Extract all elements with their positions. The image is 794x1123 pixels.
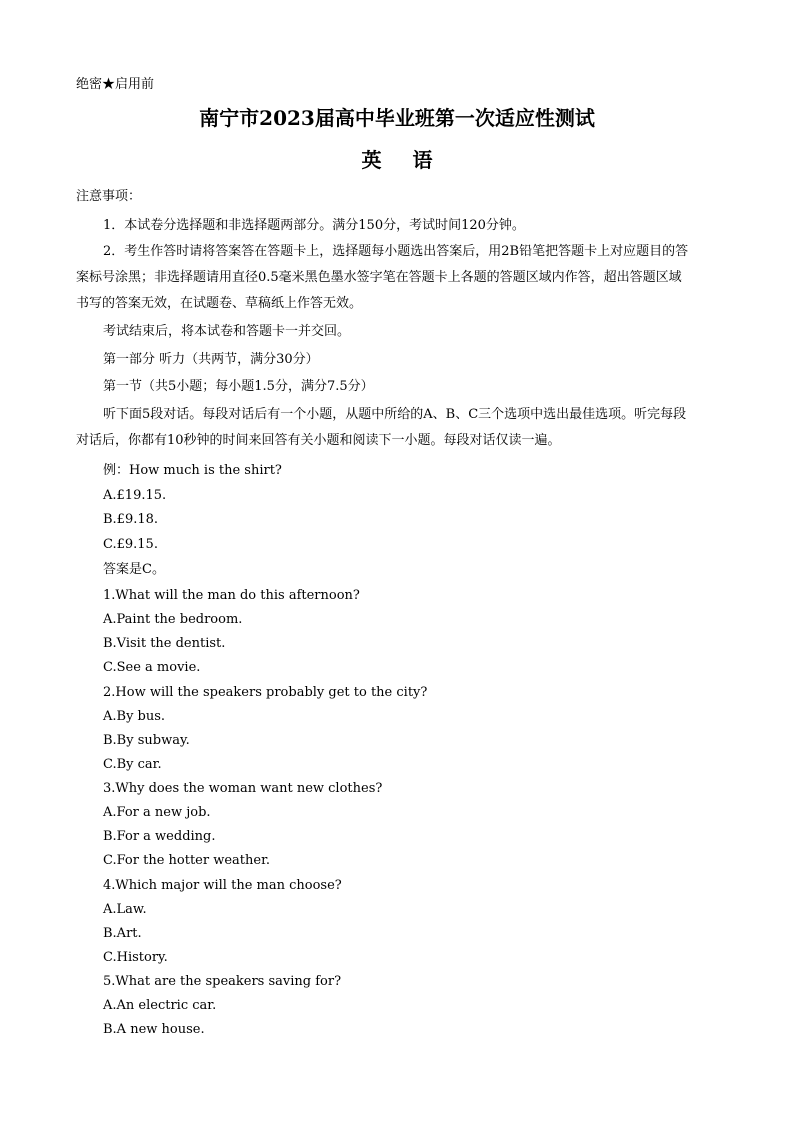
question-1-option-b: B.Visit the dentist. [103,636,226,651]
notice-item-2: 2．考生作答时请将答案答在答题卡上，选择题每小题选出答案后，用2B铅笔把答题卡上对应题目的答案标号涂黑；非选择题请用直径0.5毫米黑色墨水签字笔在答题卡上各题的答题区域内作答，超出答题区域书写的答案无效，在试题卷、草稿纸上作答无效。 [76,244,689,311]
example-option-c: C.£9.15. [103,537,158,552]
notice-item-3: 考试结束后，将本试卷和答题卡一并交回。 [103,324,351,339]
example-option-a: A.£19.15. [103,488,167,503]
question-3: 3.Why does the woman want new clothes? [103,781,383,796]
question-2: 2.How will the speakers probably get to the city? [103,685,428,700]
section1-heading: 第一节（共5小题；每小题1.5分，满分7.5分） [103,379,374,394]
notice-heading: 注意事项： [76,189,142,204]
part1-heading: 第一部分 听力（共两节，满分30分） [103,352,319,367]
example-answer: 答案是C。 [103,562,165,577]
question-4-option-b: B.Art. [103,926,142,941]
question-2-option-a: A.By bus. [103,709,166,724]
confidential-seal: 绝密★启用前 [76,77,155,92]
question-5-option-a: A.An electric car. [103,998,217,1013]
question-4-option-c: C.History. [103,950,168,965]
exam-title: 南宁市2023届高中毕业班第一次适应性测试 [199,106,595,130]
question-3-option-b: B.For a wedding. [103,829,216,844]
listening-instructions: 听下面5段对话。每段对话后有一个小题，从题中所给的A、B、C三个选项中选出最佳选项。听完每段对话后，你都有10秒钟的时间来回答有关小题和阅读下一小题。每段对话仅读一遍。 [76,407,687,448]
question-1-option-a: A.Paint the bedroom. [103,612,243,627]
subject-title: 英 语 [361,148,445,172]
notice-item-1: 1．本试卷分选择题和非选择题两部分。满分150分，考试时间120分钟。 [103,218,525,233]
question-1: 1.What will the man do this afternoon? [103,588,360,603]
question-5: 5.What are the speakers saving for? [103,974,342,989]
question-2-option-b: B.By subway. [103,733,190,748]
question-4: 4.Which major will the man choose? [103,878,342,893]
question-3-option-a: A.For a new job. [103,805,211,820]
example-question: 例：How much is the shirt? [103,463,282,478]
question-5-option-b: B.A new house. [103,1022,205,1037]
question-4-option-a: A.Law. [103,902,147,917]
question-1-option-c: C.See a movie. [103,660,201,675]
question-2-option-c: C.By car. [103,757,162,772]
question-3-option-c: C.For the hotter weather. [103,853,270,868]
example-option-b: B.£9.18. [103,512,159,527]
